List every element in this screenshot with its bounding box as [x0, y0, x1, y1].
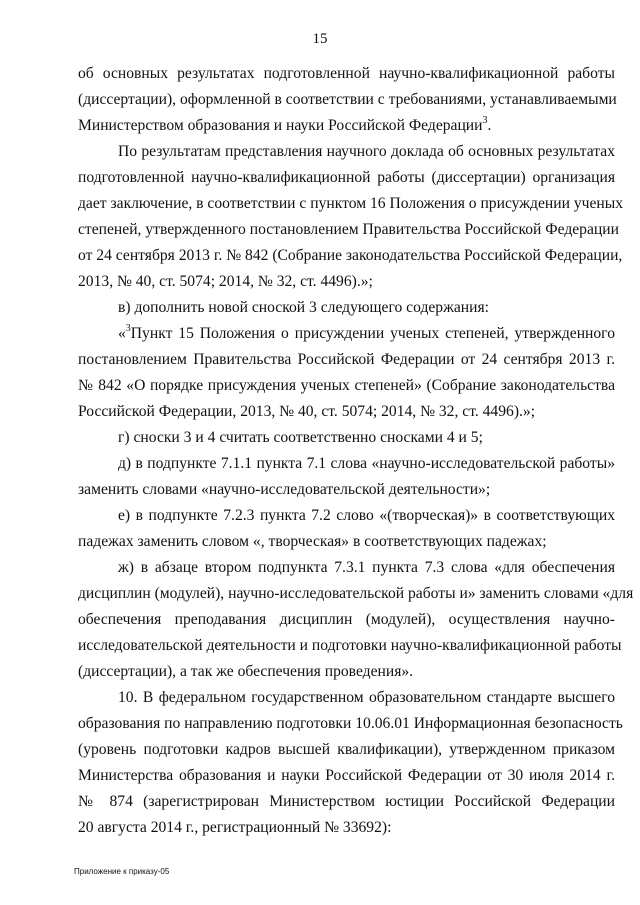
footnote-marker: 3: [125, 323, 131, 334]
body-text-line: ж) в абзаце втором подпункта 7.3.1 пункта 7.3 слова «для обеспечения: [118, 559, 615, 576]
body-text-line: Российской Федерации, 2013, № 40, ст. 5074; 2014, № 32, ст. 4496).»;: [78, 403, 536, 420]
body-text-line: падежах заменить словом «, творческая» в соответствующих падежах;: [78, 533, 547, 550]
body-text-line: г) сноски 3 и 4 считать соответственно сносками 4 и 5;: [118, 429, 483, 446]
body-text-line: дает заключение, в соответствии с пунктом 16 Положения о присуждении ученых: [78, 195, 623, 212]
body-text-line: от 24 сентября 2013 г. № 842 (Собрание законодательства Российской Федерации,: [78, 247, 623, 264]
body-text-line: Министерством образования и науки Российской Федерации$^3$.: [78, 115, 492, 134]
body-text-line: подготовленной научно-квалификационной работы (диссертации) организация: [78, 169, 615, 186]
body-text-line: № 874 (зарегистрирован Министерством юстиции Российской Федерации: [78, 793, 615, 810]
body-text-line: Министерства образования и науки Российской Федерации от 30 июля 2014 г.: [78, 767, 615, 784]
body-text-line: 2013, № 40, ст. 5074; 2014, № 32, ст. 4496).»;: [78, 273, 373, 290]
footnote-marker: 3: [482, 115, 488, 126]
body-text-line: заменить словами «научно-исследовательской деятельности»;: [78, 481, 491, 498]
page-number: 15: [312, 31, 328, 47]
body-text-line: По результатам представления научного доклада об основных результатах: [118, 143, 615, 160]
body-text-line: образования по направлению подготовки 10.06.01 Информационная безопасность: [78, 715, 623, 732]
body-text-line: (уровень подготовки кадров высшей квалификации), утвержденном приказом: [78, 741, 615, 758]
body-text-line: № 842 «О порядке присуждения ученых степеней» (Собрание законодательства: [78, 377, 615, 394]
body-text-line: дисциплин (модулей), научно-исследовательской работы и» заменить словами «для: [78, 585, 634, 602]
body-text-line: об основных результатах подготовленной научно-квалификационной работы: [78, 65, 615, 82]
body-text-line: «$^3$Пункт 15 Положения о присуждении ученых степеней, утвержденного: [118, 323, 615, 342]
body-text-line: постановлением Правительства Российской Федерации от 24 сентября 2013 г.: [78, 351, 615, 368]
body-text-line: исследовательской деятельности и подготовки научно-квалификационной работы: [78, 637, 622, 654]
body-text-line: д) в подпункте 7.1.1 пункта 7.1 слова «научно-исследовательской работы»: [118, 455, 615, 472]
body-text-line: 10. В федеральном государственном образовательном стандарте высшего: [118, 689, 615, 706]
body-text-line: (диссертации), а так же обеспечения проведения».: [78, 663, 414, 680]
body-text-line: (диссертации), оформленной в соответствии с требованиями, устанавливаемыми: [78, 91, 617, 108]
body-text-line: степеней, утвержденного постановлением Правительства Российской Федерации: [78, 221, 619, 238]
body-text-line: обеспечения преподавания дисциплин (модулей), осуществления научно-: [78, 611, 615, 628]
body-text-line: 20 августа 2014 г., регистрационный № 33692):: [78, 819, 392, 836]
body-text-line: е) в подпункте 7.2.3 пункта 7.2 слово «(творческая)» в соответствующих: [118, 507, 615, 524]
footer-note: Приложение к приказу-05: [74, 867, 170, 876]
body-text-line: в) дополнить новой сноской 3 следующего содержания:: [118, 299, 489, 316]
